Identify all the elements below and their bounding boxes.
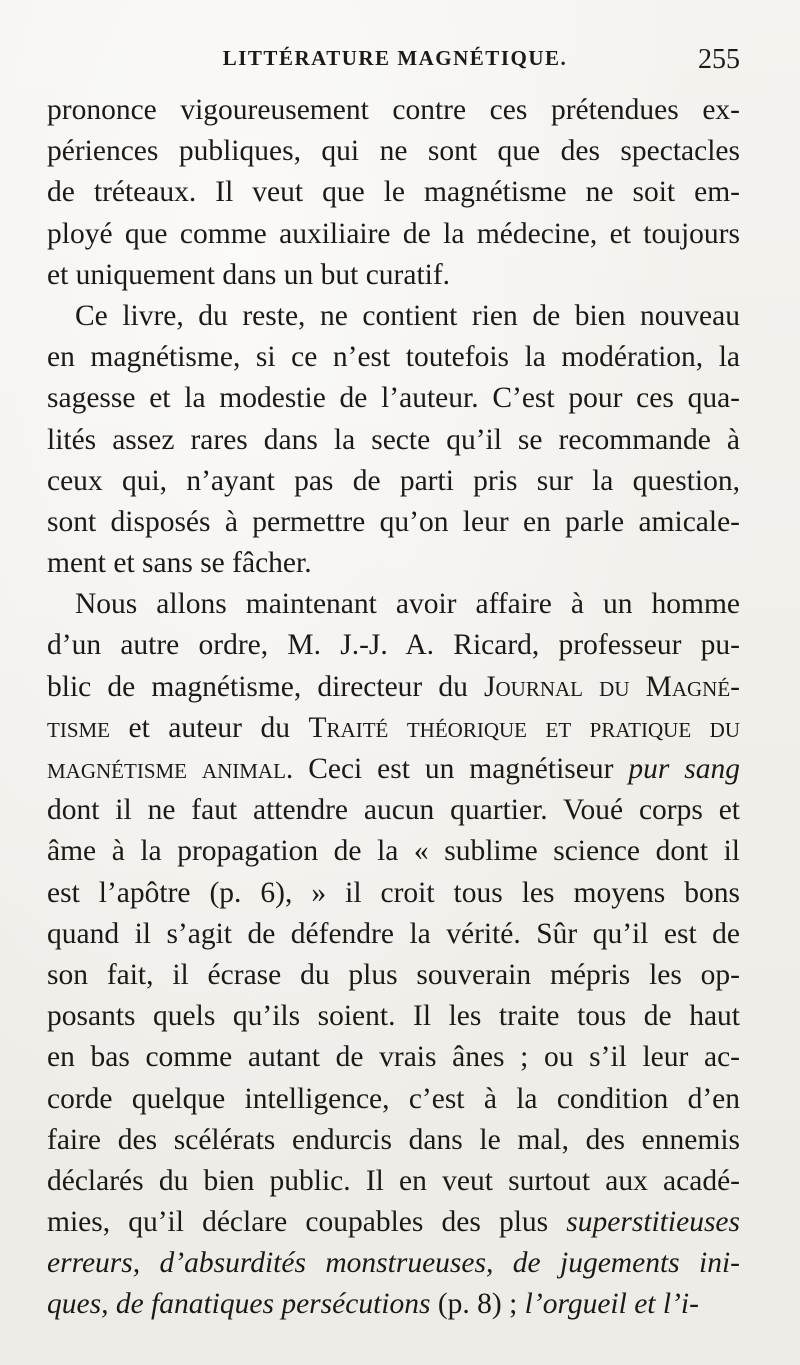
text-line — [47, 1284, 740, 1325]
text-segment: ment et sans se fâcher. — [47, 547, 312, 580]
text-line — [47, 790, 740, 831]
text-segment: et uniquement dans un but curatif. — [47, 258, 451, 291]
text-segment: déclarés du bien public. Il en veut surtout aux acadé- — [47, 1164, 740, 1197]
text-line — [47, 873, 740, 914]
paragraph — [47, 90, 740, 296]
text-line — [47, 543, 740, 584]
text-segment: en bas comme autant de vrais ânes ; ou s’il leur ac- — [47, 1041, 740, 1074]
text-segment: Journal du Magné- — [484, 670, 740, 703]
text-segment: lités assez rares dans la secte qu’il se recommande à — [47, 423, 740, 456]
text-segment: ployé que comme auxiliaire de la médecine, et toujours — [47, 217, 740, 250]
text-segment: est l’apôtre (p. 6), » il croit tous les moyens bons — [47, 876, 740, 909]
text-line — [47, 378, 740, 419]
text-segment: tisme — [47, 711, 110, 744]
text-line — [47, 1202, 740, 1243]
text-line — [47, 214, 740, 255]
text-segment: mies, qu’il déclare coupables des plus — [47, 1206, 567, 1239]
text-line — [47, 90, 740, 131]
text-segment: d’un autre ordre, M. J.-J. A. Ricard, professeur pu- — [47, 629, 740, 662]
page-number: 255 — [698, 44, 740, 75]
text-segment: périences publiques, qui ne sont que des spectacles — [47, 135, 740, 168]
text-segment: dont il ne faut attendre aucun quartier. Voué corps et — [47, 794, 740, 827]
text-line — [47, 625, 740, 666]
text-line — [47, 420, 740, 461]
text-segment: Nous allons maintenant avoir affaire à un homme — [75, 588, 740, 621]
text-line — [47, 337, 740, 378]
text-line — [47, 955, 740, 996]
page-header — [50, 44, 740, 78]
text-segment: quand il s’agit de défendre la vérité. Sûr qu’il est de — [47, 917, 740, 950]
text-line — [47, 296, 740, 337]
text-segment: en magnétisme, si ce n’est toutefois la modération, la — [47, 341, 740, 374]
text-segment: erreurs, d’absurdités monstrueuses, de jugements ini- — [47, 1247, 740, 1280]
text-segment: blic de magnétisme, directeur du — [47, 670, 485, 703]
text-segment: de tréteaux. Il veut que le magnétisme ne soit em- — [47, 176, 740, 209]
text-segment: magnétisme animal. — [47, 753, 294, 785]
text-segment: ceux qui, n’ayant pas de parti pris sur la question, — [47, 464, 740, 497]
text-segment: sont disposés à permettre qu’on leur en parle amicale- — [47, 505, 740, 538]
text-segment: superstitieuses — [566, 1206, 740, 1239]
text-segment: pur sang — [628, 753, 740, 785]
body-text — [47, 90, 740, 1326]
text-line — [47, 172, 740, 213]
text-segment: (p. 8) ; — [430, 1288, 525, 1321]
text-line — [47, 461, 740, 502]
paragraph — [47, 584, 740, 1325]
text-line — [47, 1037, 740, 1078]
text-segment: ques, de fanatiques persécutions — [47, 1288, 431, 1321]
text-line — [47, 1161, 740, 1202]
text-segment: Ceci est un magnétiseur — [293, 753, 629, 785]
text-line — [47, 584, 740, 625]
running-title: LITTÉRATURE MAGNÉTIQUE. — [222, 46, 568, 70]
text-line — [47, 131, 740, 172]
text-segment: faire des scélérats endurcis dans le mal, des ennemis — [47, 1123, 740, 1156]
text-line — [47, 255, 740, 296]
text-line — [47, 1079, 740, 1120]
text-segment: prononce vigoureusement contre ces prétendues ex- — [47, 94, 740, 126]
text-segment: sagesse et la modestie de l’auteur. C’est pour ces qua- — [47, 382, 740, 415]
text-line — [47, 667, 740, 708]
text-line — [47, 996, 740, 1037]
text-line — [47, 914, 740, 955]
text-segment: et auteur du — [110, 711, 309, 744]
text-segment: posants quels qu’ils soient. Il les traite tous de haut — [47, 1000, 740, 1033]
text-segment: Ce livre, du reste, ne contient rien de bien nouveau — [75, 299, 740, 332]
paragraph — [47, 296, 740, 584]
text-line — [47, 502, 740, 543]
text-line — [47, 1120, 740, 1161]
text-segment: corde quelque intelligence, c’est à la condition d’en — [47, 1082, 740, 1115]
text-line — [47, 708, 740, 749]
text-segment: Traité théorique et pratique du — [308, 711, 740, 744]
text-line — [47, 1243, 740, 1284]
text-segment: l’orgueil et l’i- — [524, 1288, 699, 1321]
text-segment: âme à la propagation de la « sublime science dont il — [47, 835, 740, 868]
text-segment: son fait, il écrase du plus souverain mépris les op- — [47, 958, 740, 991]
text-line — [47, 831, 740, 872]
text-line — [47, 749, 740, 790]
